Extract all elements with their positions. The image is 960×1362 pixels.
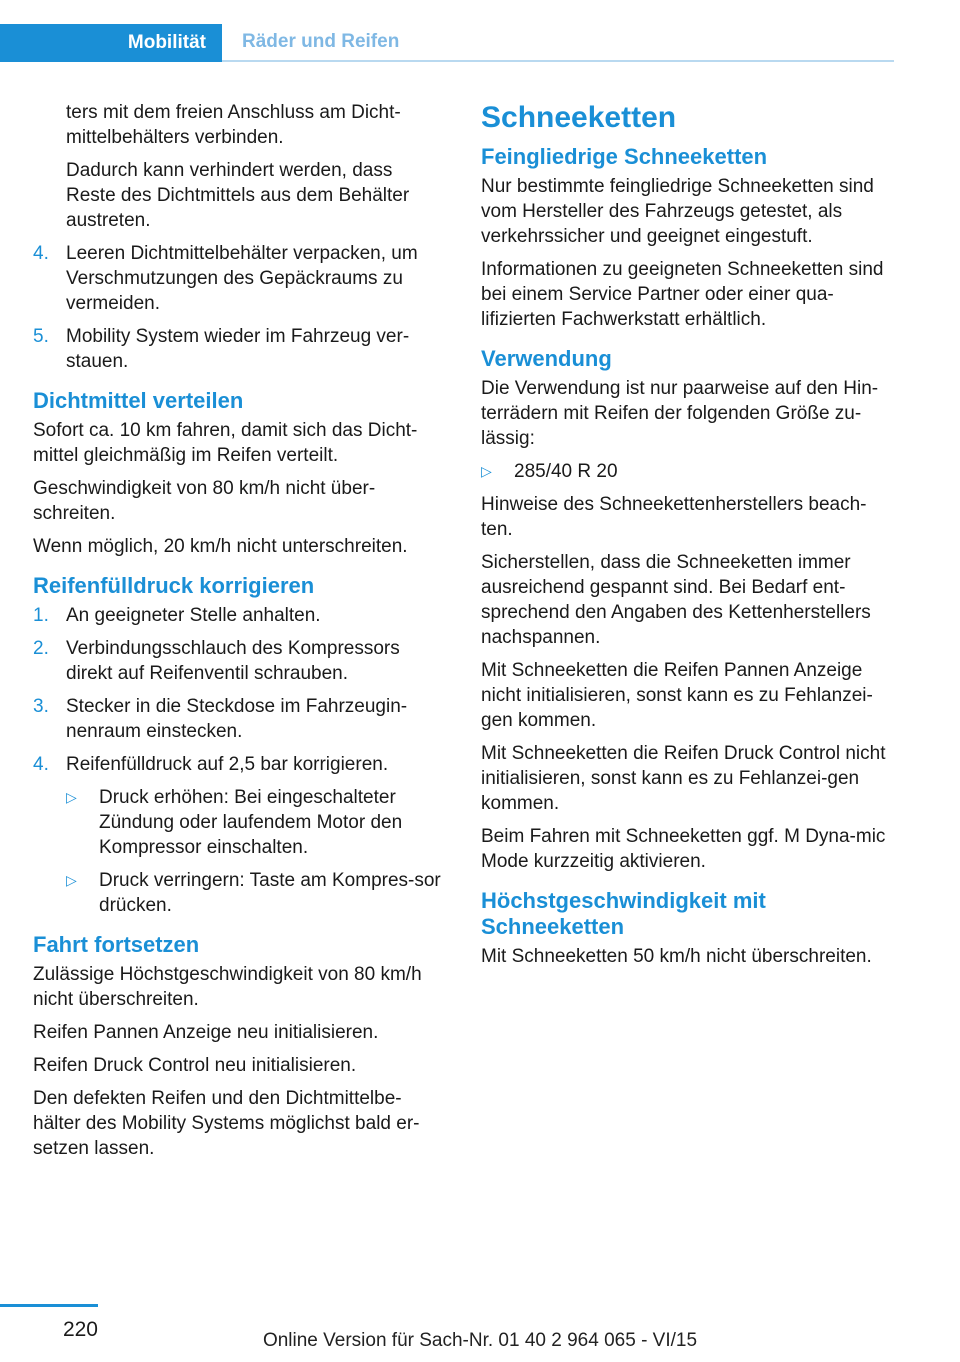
left-column xyxy=(33,100,445,1169)
step-text: Verbindungsschlauch des Kompressors direkt auf Reifenventil schrauben. xyxy=(66,638,400,684)
header-subsection-tab: Räder und Reifen xyxy=(222,24,894,62)
paragraph: Reifen Druck Control neu initialisieren. xyxy=(33,1055,357,1076)
tire-size: 285/40 R 20 xyxy=(514,461,618,482)
paragraph: Informationen zu geeigneten Schneeketten sind bei einem Service Partner oder einer qua-lifizierten Fachwerkstatt erhältlich. xyxy=(481,259,884,330)
heading-reifenfuelldruck: Reifenfülldruck korrigieren xyxy=(33,573,315,598)
step-number: 4. xyxy=(33,754,49,775)
bullet-text: Druck verringern: Taste am Kompres-sor drücken. xyxy=(99,870,441,916)
paragraph: Hinweise des Schneekettenherstellers beach-ten. xyxy=(481,494,867,540)
sub-bullet-list xyxy=(66,785,445,918)
paragraph: Die Verwendung ist nur paarweise auf den Hin-terrädern mit Reifen der folgenden Größe zu-lässig: xyxy=(481,378,879,449)
step-text: An geeigneter Stelle anhalten. xyxy=(66,605,321,626)
paragraph: Den defekten Reifen und den Dichtmittelbe-hälter des Mobility Systems möglichst bald er-setzen lassen. xyxy=(33,1088,420,1159)
paragraph: Sicherstellen, dass die Schneeketten immer ausreichend gespannt sind. Bei Bedarf ent-sprechend den Angaben des Kettenherstellers nachspannen. xyxy=(481,552,871,648)
heading-dichtmittel: Dichtmittel verteilen xyxy=(33,388,244,413)
paragraph: Mit Schneeketten die Reifen Druck Control nicht initialisieren, sonst kann es zu Fehlanzei-gen kommen. xyxy=(481,743,886,814)
step-text: Mobility System wieder im Fahrzeug ver-stauen. xyxy=(66,326,410,372)
list-item xyxy=(66,785,445,860)
triangle-bullet-icon: ▷ xyxy=(66,872,77,888)
right-column xyxy=(481,100,893,977)
heading-hoechstgeschwindigkeit: Höchstgeschwindigkeit mit Schneeketten xyxy=(481,888,766,939)
heading-fahrt-fortsetzen: Fahrt fortsetzen xyxy=(33,932,200,957)
step-number: 4. xyxy=(33,243,49,264)
heading-verwendung: Verwendung xyxy=(481,346,612,371)
step-number: 5. xyxy=(33,326,49,347)
list-item xyxy=(33,603,445,628)
list-item xyxy=(33,752,445,777)
heading-schneeketten: Schneeketten xyxy=(481,101,677,134)
paragraph: Zulässige Höchstgeschwindigkeit von 80 km/h nicht überschreiten. xyxy=(33,964,422,1010)
page-number-bar xyxy=(0,1304,98,1307)
list-item xyxy=(33,636,445,686)
step-number: 1. xyxy=(33,605,49,626)
paragraph: Beim Fahren mit Schneeketten ggf. M Dyna-mic Mode kurzzeitig aktivieren. xyxy=(481,826,886,872)
triangle-bullet-icon: ▷ xyxy=(66,789,77,805)
list-item xyxy=(481,459,893,484)
list-item xyxy=(33,324,445,374)
list-item xyxy=(66,868,445,918)
step-text: Stecker in die Steckdose im Fahrzeugin-nenraum einstecken. xyxy=(66,696,408,742)
list-item xyxy=(33,694,445,744)
step-number: 3. xyxy=(33,696,49,717)
paragraph: Mit Schneeketten die Reifen Pannen Anzeige nicht initialisieren, sonst kann es zu Fehlanzei-gen kommen. xyxy=(481,660,873,731)
paragraph: Mit Schneeketten 50 km/h nicht überschreiten. xyxy=(481,946,872,967)
paragraph: Wenn möglich, 20 km/h nicht unterschreiten. xyxy=(33,536,408,557)
page-number: 220 xyxy=(62,1318,98,1341)
step-number: 2. xyxy=(33,638,49,659)
bullet-text: Druck erhöhen: Bei eingeschalteter Zündung oder laufendem Motor den Kompressor einschalten. xyxy=(99,787,403,858)
intro-paragraph: ters mit dem freien Anschluss am Dicht-mittelbehälters verbinden. xyxy=(66,102,401,148)
paragraph: Reifen Pannen Anzeige neu initialisieren. xyxy=(33,1022,379,1043)
step-text: Leeren Dichtmittelbehälter verpacken, um Verschmutzungen des Gepäckraums zu vermeiden. xyxy=(66,243,418,314)
paragraph: Nur bestimmte feingliedrige Schneeketten sind vom Hersteller des Fahrzeugs getestet, als verkehrssicher und geeignet eingestuft. xyxy=(481,176,874,247)
paragraph: Sofort ca. 10 km fahren, damit sich das Dicht-mittel gleichmäßig im Reifen verteilt. xyxy=(33,420,418,466)
triangle-bullet-icon: ▷ xyxy=(481,463,492,479)
footer-online-version: Online Version für Sach-Nr. 01 40 2 964 065 - VI/15 xyxy=(262,1330,698,1351)
step-text: Reifenfülldruck auf 2,5 bar korrigieren. xyxy=(66,754,389,775)
intro-paragraph: Dadurch kann verhindert werden, dass Reste des Dichtmittels aus dem Behälter austreten. xyxy=(66,160,410,231)
list-item xyxy=(33,241,445,316)
heading-feingliedrige: Feingliedrige Schneeketten xyxy=(481,144,768,169)
header-section-tab: Mobilität xyxy=(0,24,222,62)
paragraph: Geschwindigkeit von 80 km/h nicht über-schreiten. xyxy=(33,478,376,524)
